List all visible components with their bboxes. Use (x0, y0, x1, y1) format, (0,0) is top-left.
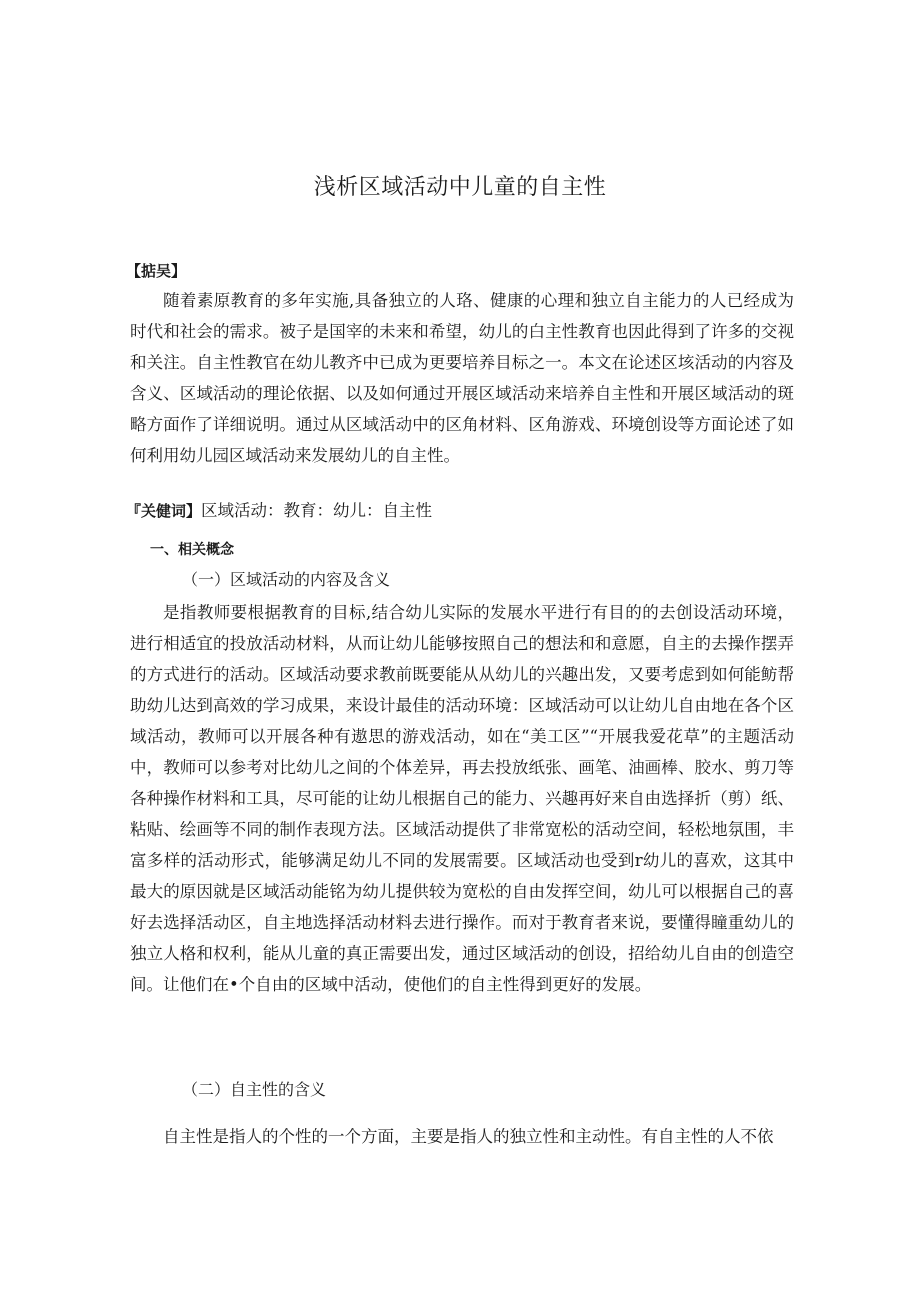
keywords-line (126, 497, 432, 521)
abstract-text: 随着素原教育的多年实施,具备独立的人珞、健康的心理和独立自主能力的人已经成为时代和社会的需求。被子是国宰的未来和希望，幼儿的白主性教育也因此得到了许多的交视和关注。自主性教官在幼儿教齐中已成为更要培养目标之一。本文在论述区垓活动的内容及含义、区域活动的理论依据、以及如何通过开展区域活动来培养自主性和开展区域活动的斑略方面作了详细说明。通过从区域活动中的区角材料、区角游戏、环境创设等方面论述了如何利用幼儿园区域活动来发展幼儿的自主性。 (130, 291, 794, 465)
subsection-heading: （一）区域活动的内容及含义 (182, 570, 391, 589)
abstract-heading: 【掂吴】 (126, 262, 187, 280)
keywords-label: 『关健词】 (126, 502, 202, 520)
subsection-heading: （二）自主性的含义 (182, 1080, 327, 1099)
document-title: 浅析区域活动中儿童的自主性 (313, 175, 607, 200)
body-paragraph: 自主性是指人的个性的一个方面，主要是指人的独立性和主动性。有自主性的人不依 (163, 1127, 774, 1146)
body-paragraph: 是指教师要根据教育的目标,结合幼儿实际的发展水平进行有目的的去创设活动环境，进行相适宜的投放活动材料，从而让幼儿能够按照自己的想法和和意愿，自主的去操作摆弄的方式进行的活动。区域活动要求教前既要能从从幼儿的兴趣出发，又要考虑到如何能鲂帮助幼儿达到高效的学习成果，来设计最佳的活动环境：区域活动可以让幼儿自由地在各个区域活动，教师可以开展各种有遨思的游戏活动，如在“美工区”“开展我爱花草”的主题活动中，教师可以参考对比幼儿之间的个体差异，再去投放纸张、画笔、油画棒、胶水、剪刀等各种操作材料和工具，尽可能的让幼儿根据自己的能力、兴趣再好来自由选择折（剪）纸、粘贴、绘画等不同的制作表现方法。区域活动提供了非常宽松的活动空间，轻松地氛围，丰富多样的活动形式，能够满足幼儿不同的发展需要。区域活动也受到r幼儿的喜欢，这其中最大的原因就是区域活动能铭为幼儿提供较为宽松的自由发挥空间，幼儿可以根据自己的喜好去选择活动区，自主地选择活动材料去进行操作。而对于教育者来说，要懂得瞳重幼儿的独立人格和权利，能从儿童的真正需要出发，通过区域活动的创设，招给幼儿自由的创造空间。让他们在•个自由的区域中活动，使他们的自主性得到更好的发展。 (130, 603, 794, 994)
keywords-value: 区域活动：教育：幼儿：自主性 (201, 501, 433, 520)
section-heading: 一、相关概念 (150, 542, 234, 558)
